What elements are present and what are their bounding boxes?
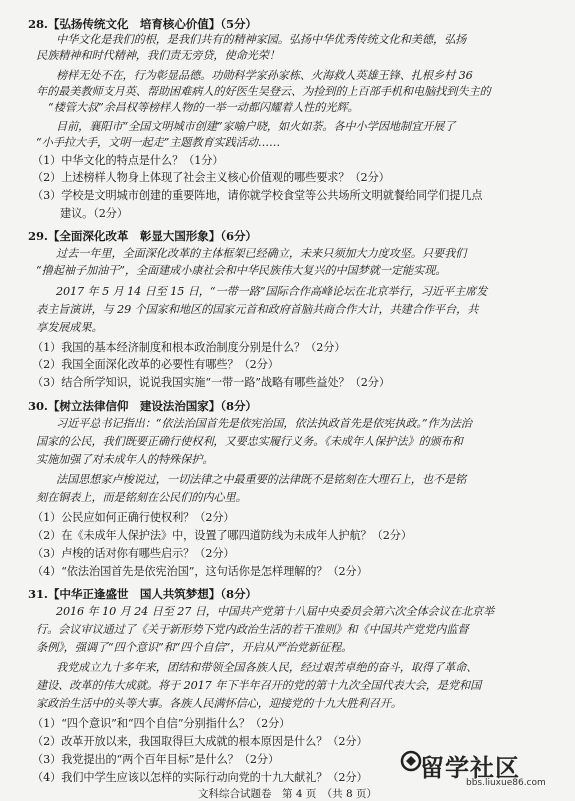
q28-sub1: （1）中华文化的特点是什么？（1分）	[32, 154, 224, 167]
q29-para2-line3: 享发展成果。	[36, 321, 103, 334]
q28-sub3-line2: 建议。（2分）	[60, 207, 128, 220]
q31-sub3: （3）我党提出的“两个百年目标”是什么？（2分）	[32, 753, 280, 766]
q31-para1-line2: 行。会议审议通过了《关于新形势下党内政治生活的若干准则》和《中国共产党党内监督	[36, 623, 469, 636]
q29-para2-line2: 表主旨演讲，与 29 个国家和地区的国家元首和政府首脑共商合作大计，共建合作平台，共	[36, 303, 479, 316]
q29-title: 29.【全面深化改革 彰显大国形象】（6分）	[28, 229, 257, 243]
q28-para2-line1: 榜样无处不在，行为彰显品德。功勋科学家孙家栋、火海救人英雄王锋、扎根乡村 36	[56, 69, 473, 82]
q31-para1-line1: 2016 年 10 月 24 日至 27 日，中国共产党第十八届中央委员会第六次全体会议在北京举	[56, 605, 495, 618]
q28-para1-line1: 中华文化是我们的根，是我们共有的精神家园。弘扬中华优秀传统文化和美德，弘扬	[56, 33, 467, 46]
q28-sub3-line1: （3）学校是文明城市创建的重要阵地，请你就学校食堂等公共场所文明就餐给同学们提几点	[32, 189, 483, 202]
q30-para2-line1: 法国思想家卢梭说过，一切法律之中最重要的法律既不是铭刻在大理石上，也不是铭	[56, 473, 467, 486]
q29-sub1: （1）我国的基本经济制度和根本政治制度分别是什么？（2分）	[32, 341, 346, 354]
q31-sub4: （4）我们中学生应该以怎样的实际行动向党的十九大献礼？（2分）	[32, 771, 368, 784]
watermark-url: bbs.liuxue86.com	[466, 778, 546, 788]
watermark-text: 留学社区	[420, 754, 520, 782]
q30-sub3: （3）卢梭的话对你有哪些启示？（2分）	[32, 547, 235, 560]
q29-sub3: （3）结合所学知识，说说我国实施“一带一路”战略有哪些益处？（2分）	[32, 376, 390, 389]
q29-para2-line1: 2017 年 5 月 14 日至 15 日，“一带一路”国际合作高峰论坛在北京举行，习近平主席发	[56, 285, 488, 298]
q31-para2-line3: 家政治生活中的头等大事。各族人民满怀信心，迎接党的十九大胜利召开。	[36, 697, 402, 710]
q30-para1-line2: 国家的公民，我们既要正确行使权利，又要忠实履行义务。《未成年人保护法》的颁布和	[36, 435, 463, 448]
q30-para2-line2: 刻在铜表上，而是铭刻在公民们的内心里。	[36, 491, 247, 504]
q28-para2-line2: 年的最美教师支月英、帮助困难病人的好医生吴登云、为捡到的上百部手机和电脑找到失主的	[36, 85, 491, 98]
watermark-logo-icon	[400, 750, 422, 772]
q31-sub1: （1）“四个意识”和“四个自信”分别指什么？（2分）	[32, 717, 291, 730]
q29-sub2: （2）我国全面深化改革的必要性有哪些？（2分）	[32, 358, 279, 371]
q31-para1-line3: 条例》，强调了“四个意识”和“四个自信”，开启从严治党新征程。	[36, 641, 353, 654]
q30-sub4: （4）“依法治国首先是依宪治国”，这句话你是怎样理解的？（2分）	[32, 565, 368, 578]
q28-para3-line1: 目前，襄阳市“全国文明城市创建”家喻户晓，如火如荼。各中小学因地制宜开展了	[56, 120, 456, 133]
q30-sub2: （2）在《未成年人保护法》中，设置了哪四道防线为未成年人护航？（2分）	[32, 529, 412, 542]
q29-para1-line1: 过去一年里，全面深化改革的主体框架已经确立，未来只须加大力度攻坚。只要我们	[56, 247, 467, 260]
q28-para1-line2: 民族精神和时代精神，我们责无旁贷，使命光荣！	[36, 49, 280, 62]
q31-para2-line2: 建设、改革的伟大成就。将于 2017 年下半年召开的党的第十九次全国代表大会，是党和国	[36, 679, 482, 692]
q30-title: 30.【树立法律信仰 建设法治国家】（8分）	[28, 399, 257, 413]
q28-para3-line2: “小手拉大手，文明一起走”主题教育实践活动……	[36, 136, 281, 149]
q28-title: 28.【弘扬传统文化 培育核心价值】（5分）	[28, 17, 257, 31]
q28-sub2: （2）上述榜样人物身上体现了社会主义核心价值观的哪些要求？（2分）	[32, 171, 390, 184]
site-watermark	[400, 746, 570, 792]
q30-para1-line3: 实施加强了对未成年人的特殊保护。	[36, 453, 214, 466]
page-footer: 文科综合试题卷 第 4 页 （共 8 页）	[198, 788, 377, 800]
q31-para2-line1: 我党成立九十多年来，团结和带领全国各族人民，经过艰苦卓绝的奋斗，取得了革命、	[56, 661, 478, 674]
q28-para2-line3: “楼管大叔”余昌权等榜样人物的一举一动都闪耀着人性的光辉。	[48, 101, 359, 114]
q31-sub2: （2）改革开放以来，我国取得巨大成就的根本原因是什么？（2分）	[32, 735, 368, 748]
q30-sub1: （1）公民应如何正确行使权利？（2分）	[32, 511, 235, 524]
q31-title: 31.【中华正逢盛世 国人共筑梦想】（8分）	[28, 587, 257, 601]
q30-para1-line1: 习近平总书记指出：“依法治国首先是依宪治国，依法执政首先是依宪执政。”作为法治	[56, 417, 472, 430]
q29-para1-line2: “撸起袖子加油干”，全面建成小康社会和中华民族伟大复兴的中国梦就一定能实现。	[36, 264, 447, 277]
